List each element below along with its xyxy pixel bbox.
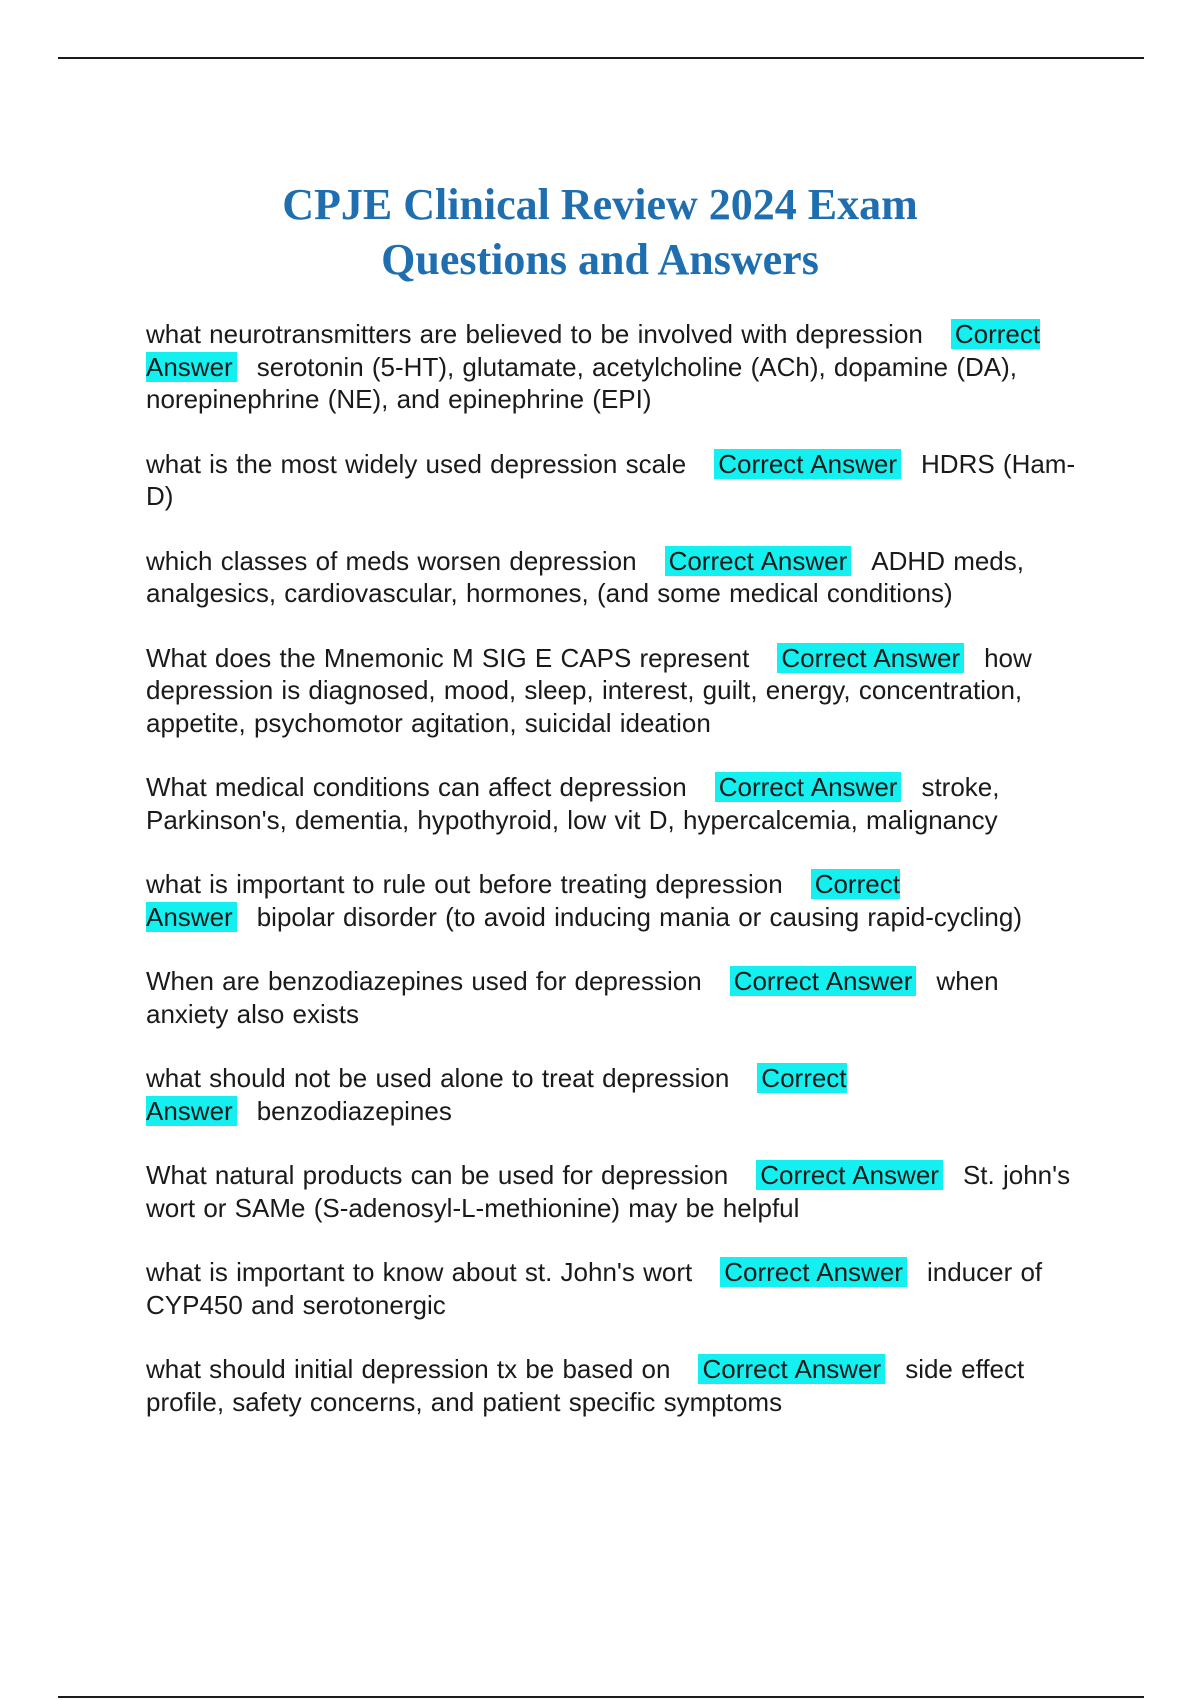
header-rule <box>58 57 1144 59</box>
question-text: What does the Mnemonic M SIG E CAPS represent <box>146 642 750 673</box>
question-text: which classes of meds worsen depression <box>146 545 637 576</box>
question-text: When are benzodiazepines used for depression <box>146 966 702 996</box>
correct-answer-label: Correct Answer <box>714 449 901 479</box>
answer-text: when anxiety also exists <box>146 966 999 1029</box>
question-text: what should not be used alone to treat depression <box>146 1063 730 1093</box>
document-title <box>0 177 1200 287</box>
title-line-1: CPJE Clinical Review 2024 Exam <box>282 180 918 230</box>
correct-answer-label: Correct Answer <box>720 1257 907 1287</box>
qa-list <box>146 318 1076 1450</box>
correct-answer-label: Correct Answer <box>146 319 1041 382</box>
answer-text: inducer of CYP450 and serotonergic <box>146 1257 1043 1320</box>
qa-item <box>146 448 1076 513</box>
answer-text: benzodiazepines <box>256 1095 452 1126</box>
qa-item <box>146 642 1076 740</box>
question-text: what should initial depression tx be based on <box>146 1354 671 1384</box>
qa-item <box>146 318 1076 416</box>
qa-item <box>146 1159 1076 1224</box>
answer-text: how depression is diagnosed, mood, sleep, interest, guilt, energy, concentration, appetite, psychomotor agitation, suicidal ideation <box>146 642 1032 738</box>
qa-item <box>146 868 1076 933</box>
title-line-2: Questions and Answers <box>381 235 819 285</box>
correct-answer-label: Correct Answer <box>777 643 964 673</box>
question-text: what is important to know about st. John's wort <box>146 1257 693 1287</box>
question-text: what is important to rule out before treating depression <box>146 869 783 899</box>
question-text: What natural products can be used for depression <box>146 1160 729 1190</box>
correct-answer-label: Correct Answer <box>146 1063 847 1126</box>
answer-text: stroke, Parkinson's, dementia, hypothyroid, low vit D, hypercalcemia, malignancy <box>146 772 1000 835</box>
correct-answer-label: Correct Answer <box>730 966 917 996</box>
answer-text: St. john's wort or SAMe (S-adenosyl-L-methionine) may be helpful <box>146 1160 1071 1223</box>
answer-text: side effect profile, safety concerns, and patient specific symptoms <box>146 1354 1025 1417</box>
answer-text: serotonin (5-HT), glutamate, acetylcholine (ACh), dopamine (DA), norepinephrine (NE), and epinephrine (EPI) <box>146 351 1018 414</box>
correct-answer-label: Correct Answer <box>146 869 900 932</box>
answer-text: HDRS (Ham-D) <box>146 448 1076 511</box>
qa-item <box>146 545 1076 610</box>
answer-text: bipolar disorder (to avoid inducing mania or causing rapid-cycling) <box>256 901 1022 932</box>
correct-answer-label: Correct Answer <box>715 772 902 802</box>
answer-text: ADHD meds, analgesics, cardiovascular, hormones, (and some medical conditions) <box>146 545 1024 608</box>
qa-item <box>146 1256 1076 1321</box>
qa-item <box>146 1062 1076 1127</box>
correct-answer-label: Correct Answer <box>665 546 852 576</box>
question-text: What medical conditions can affect depression <box>146 772 687 802</box>
correct-answer-label: Correct Answer <box>756 1160 943 1190</box>
question-text: what is the most widely used depression scale <box>146 448 687 479</box>
question-text: what neurotransmitters are believed to be involved with depression <box>146 319 923 349</box>
footer-rule <box>58 1696 1144 1698</box>
qa-item <box>146 771 1076 836</box>
correct-answer-label: Correct Answer <box>698 1354 885 1384</box>
qa-item <box>146 965 1076 1030</box>
qa-item <box>146 1353 1076 1418</box>
